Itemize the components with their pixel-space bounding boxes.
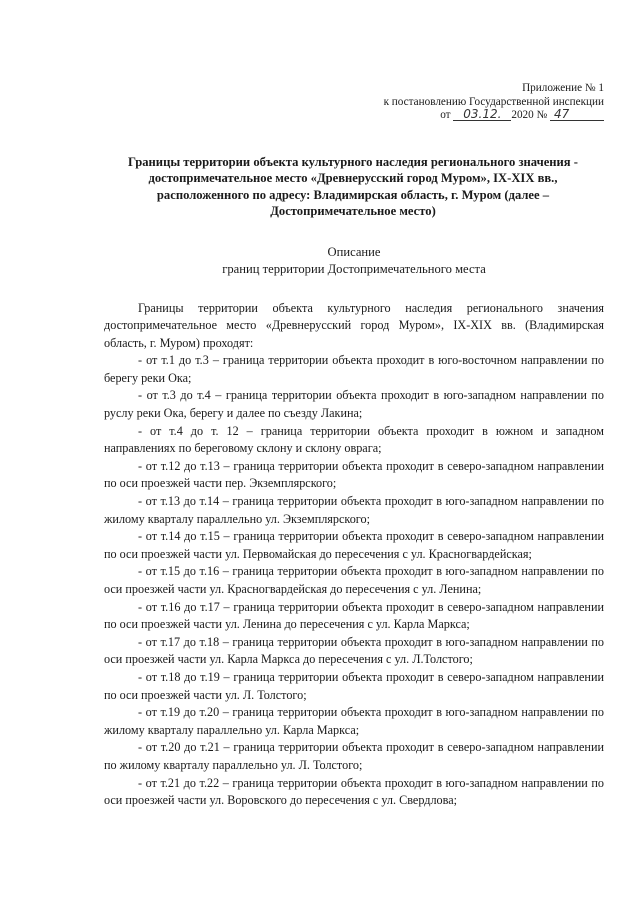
description-subheading: границ территории Достопримечательного места (222, 261, 486, 276)
list-item: - от т.12 до т.13 – граница территории объекта проходит в северо-западном направлении по оси проезжей части пер. Экземплярского; (104, 458, 604, 491)
handwritten-date: 03.12. (453, 109, 511, 121)
list-item: - от т.16 до т.17 – граница территории объекта проходит в северо-западном направлении по оси проезжей части ул. Ленина до пересечения с ул. Карла Маркса; (104, 599, 604, 632)
document-body (104, 300, 604, 810)
list-item: - от т.20 до т.21 – граница территории объекта проходит в северо-западном направлении по жилому кварталу параллельно ул. Л. Толстого; (104, 740, 604, 772)
list-item: - от т.21 до т.22 – граница территории объекта проходит в юго-западном направлении по оси проезжей части ул. Воровского до пересечения с ул. Свердлова; (104, 775, 604, 808)
list-item: - от т.3 до т.4 – граница территории объекта проходит в юго-западном направлении по руслу реки Ока, берегу и далее по съезду Лакина; (104, 388, 604, 421)
list-item: - от т.1 до т.3 – граница территории объекта проходит в юго-восточном направлении по берегу реки Ока; (104, 353, 604, 385)
description-heading: Описание (327, 244, 381, 259)
appendix-label: Приложение № 1 (522, 82, 604, 94)
date-suffix: 2020 № (511, 109, 548, 121)
intro-paragraph: Границы территории объекта культурного наследия регионального значения достопримечательное место «Древнерусский город Муром», IX-XIX вв. (Владимирская область, г. Муром) проходят: (104, 300, 604, 350)
appendix-resolution: к постановлению Государственной инспекции (383, 95, 604, 108)
handwritten-number: 47 (550, 109, 604, 121)
appendix-date-row (104, 109, 604, 123)
list-item: - от т.13 до т.14 – граница территории объекта проходит в юго-западном направлении по жилому кварталу параллельно ул. Экземплярского; (104, 494, 604, 526)
date-prefix: от (440, 109, 451, 121)
document-title: Границы территории объекта культурного наследия регионального значения - достопримечательное место «Древнерусский город Муром», IX-XIX вв., расположенного по адресу: Владимирская область, г. Муром (далее – Достопримечательное место) (128, 154, 578, 218)
list-item: - от т.4 до т. 12 – граница территории объекта проходит в южном и западном направлениях по береговому склону и склону оврага; (104, 423, 604, 456)
list-item: - от т.17 до т.18 – граница территории объекта проходит в юго-западном направлении по оси проезжей части ул. Карла Маркса до пересечения с ул. Л.Толстого; (104, 634, 604, 667)
list-item: - от т.14 до т.15 – граница территории объекта проходит в северо-западном направлении по оси проезжей части ул. Первомайская до пересечения с ул. Красногвардейская; (104, 529, 604, 561)
appendix-header (104, 82, 604, 123)
list-item: - от т.19 до т.20 – граница территории объекта проходит в юго-западном направлении по жилому кварталу параллельно ул. Карла Маркса; (104, 705, 604, 737)
list-item: - от т.18 до т.19 – граница территории объекта проходит в северо-западном направлении по оси проезжей части ул. Л. Толстого; (104, 669, 604, 702)
description-heading-block (104, 244, 604, 278)
list-item: - от т.15 до т.16 – граница территории объекта проходит в юго-западном направлении по оси проезжей части ул. Красногвардейская до пересечения с ул. Ленина; (104, 564, 604, 596)
